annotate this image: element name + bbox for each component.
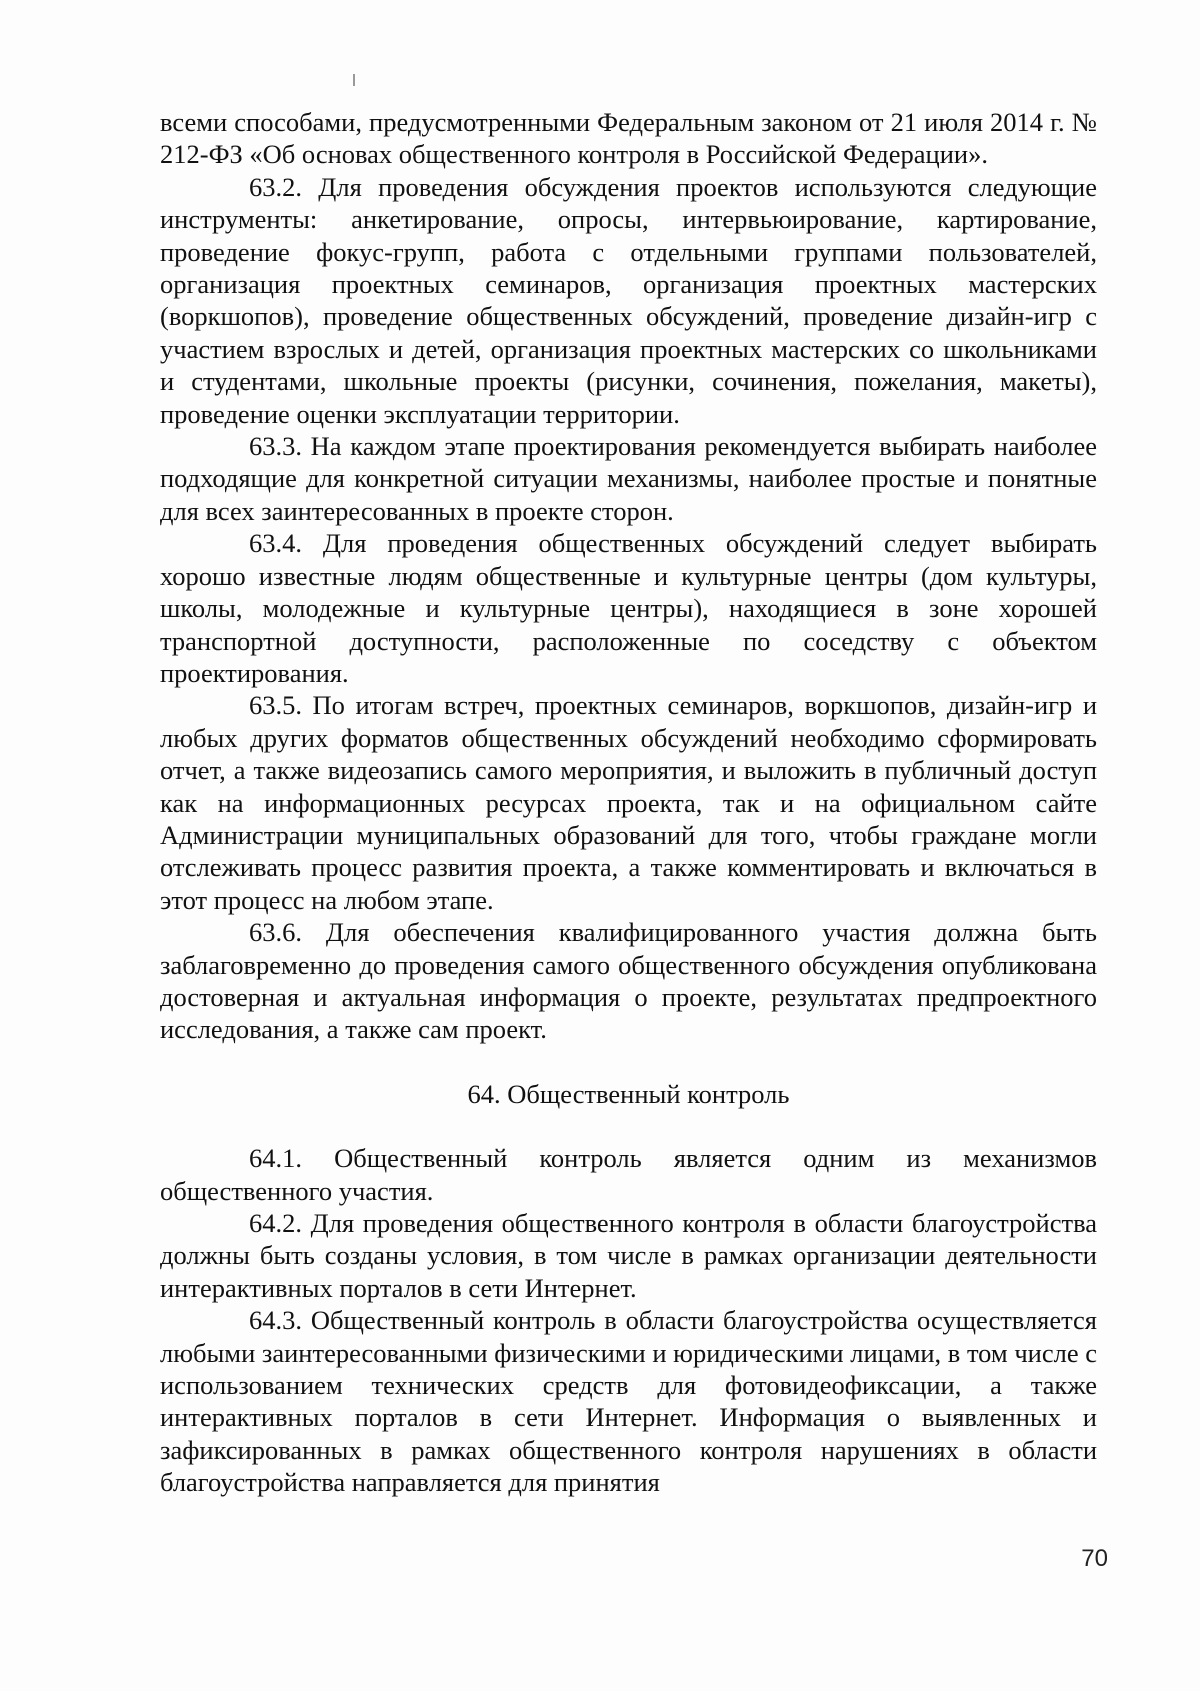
paragraph-63-3: 63.3. На каждом этапе проектирования рекомендуется выбирать наиболее подходящие для конкретной ситуации механизмы, наиболее простые и понятные для всех заинтересованных в проекте сторон. [160,431,1097,526]
paragraph-continuation: всеми способами, предусмотренными Федеральным законом от 21 июля 2014 г. № 212-ФЗ «Об основах общественного контроля в Российской Федерации». [160,107,1097,170]
paragraph-64-2: 64.2. Для проведения общественного контроля в области благоустройства должны быть созданы условия, в том числе в рамках организации деятельности интерактивных порталов в сети Интернет. [160,1208,1097,1303]
document-body [160,106,1097,1499]
paragraph-64-1: 64.1. Общественный контроль является одним из механизмов общественного участия. [160,1143,1097,1206]
paragraph-63-5: 63.5. По итогам встреч, проектных семинаров, воркшопов, дизайн-игр и любых других форматов общественных обсуждений необходимо сформировать отчет, а также видеозапись самого мероприятия, и выложить в публичный доступ как на информационных ресурсах проекта, так и на официальном сайте Администрации муниципальных образований для того, чтобы граждане могли отслеживать процесс развития проекта, а также комментировать и включаться в этот процесс на любом этапе. [160,690,1097,915]
paragraph-64-3: 64.3. Общественный контроль в области благоустройства осуществляется любыми заинтересованными физическими и юридическими лицами, в том числе с использованием технических средств для фотовидеофиксации, а также интерактивных порталов в сети Интернет. Информация о выявленных и зафиксированных в рамках общественного контроля нарушениях в области благоустройства направляется для принятия [160,1305,1097,1498]
paragraph-63-2: 63.2. Для проведения обсуждения проектов используются следующие инструменты: анкетирование, опросы, интервьюирование, картирование, проведение фокус-групп, работа с отдельными группами пользователей, организация проектных семинаров, организация проектных мастерских (воркшопов), проведение общественных обсуждений, проведение дизайн-игр с участием взрослых и детей, организация проектных мастерских со школьниками и студентами, школьные проекты (рисунки, сочинения, пожелания, макеты), проведение оценки эксплуатации территории. [160,171,1097,429]
paragraph-63-6: 63.6. Для обеспечения квалифицированного участия должна быть заблаговременно до проведения самого общественного обсуждения опубликована достоверная и актуальная информация о проекте, результатах предпроектного исследования, а также сам проект. [160,917,1097,1045]
paragraph-63-4: 63.4. Для проведения общественных обсуждений следует выбирать хорошо известные людям общественные и культурные центры (дом культуры, школы, молодежные и культурные центры), находящиеся в зоне хорошей транспортной доступности, расположенные по соседству с объектом проектирования. [160,528,1097,688]
scan-artifact-mark [353,74,355,86]
section-heading-64: 64. Общественный контроль [467,1078,790,1109]
page-number: 70 [1081,1545,1108,1572]
